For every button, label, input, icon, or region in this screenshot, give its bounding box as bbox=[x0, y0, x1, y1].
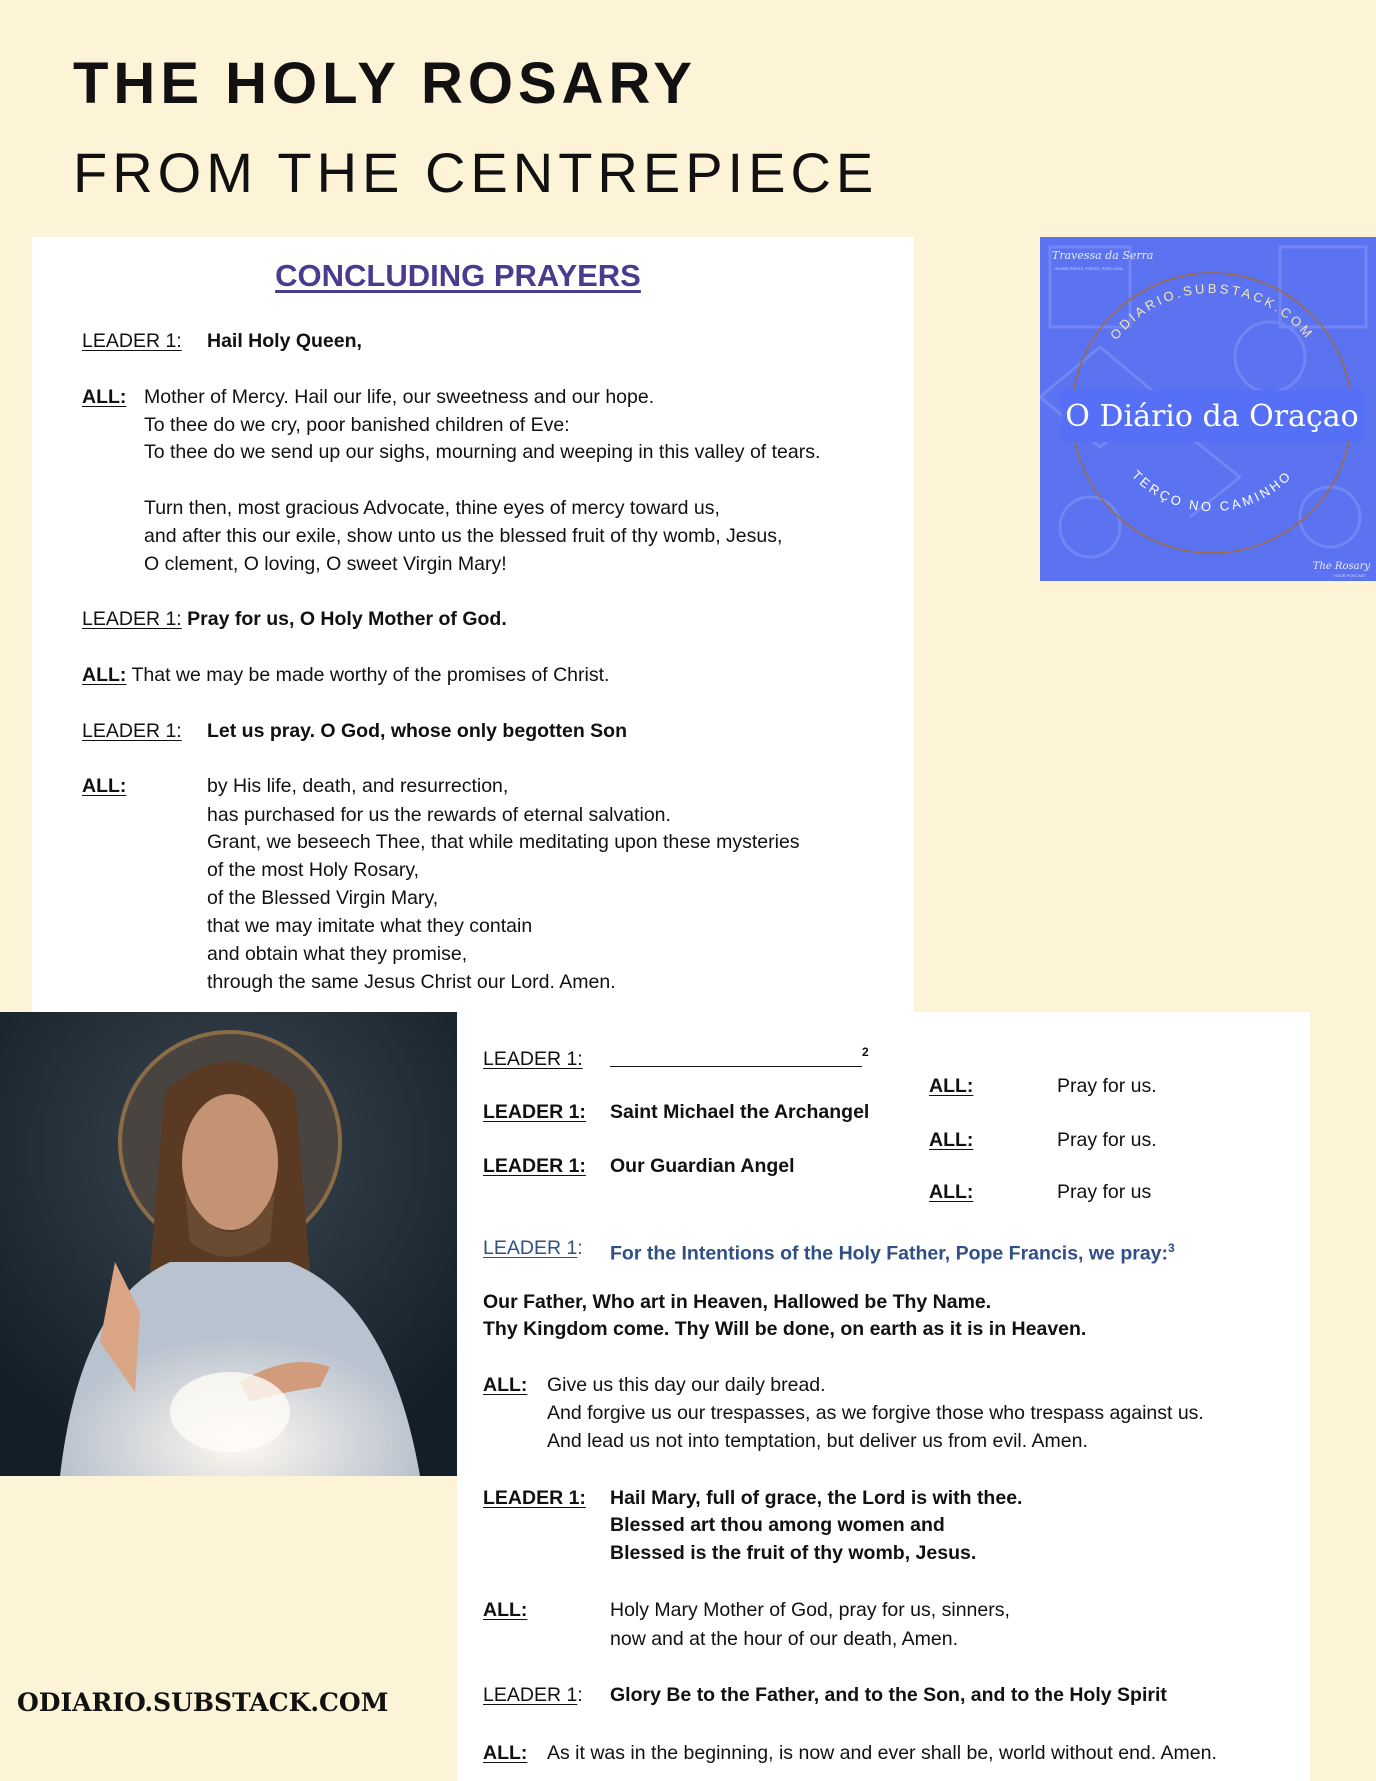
prayer-line: Turn then, most gracious Advocate, thine eyes of mercy toward us, bbox=[144, 497, 720, 519]
leader-label: LEADER 1: bbox=[82, 608, 182, 630]
prayer-line: Our Guardian Angel bbox=[610, 1155, 795, 1177]
footnote-marker: 2 bbox=[862, 1045, 869, 1059]
svg-text:HOUSE-PRESS, PORTO, PORTUGAL: HOUSE-PRESS, PORTO, PORTUGAL bbox=[1054, 266, 1124, 271]
prayer-line: of the Blessed Virgin Mary, bbox=[207, 887, 439, 909]
prayer-line: To thee do we send up our sighs, mourning and weeping in this valley of tears. bbox=[144, 441, 821, 463]
prayer-line: Holy Mary Mother of God, pray for us, sinners, bbox=[610, 1599, 1010, 1621]
prayer-line: and after this our exile, show unto us the blessed fruit of thy womb, Jesus, bbox=[144, 525, 783, 547]
prayer-line: of the most Holy Rosary, bbox=[207, 859, 420, 881]
all-label: ALL: bbox=[483, 1599, 528, 1621]
prayer-line: Hail Holy Queen, bbox=[207, 330, 362, 352]
section-heading: CONCLUDING PRAYERS bbox=[275, 258, 641, 293]
prayer-line: Blessed is the fruit of thy womb, Jesus. bbox=[610, 1542, 977, 1564]
prayer-line: Thy Kingdom come. Thy Will be done, on earth as it is in Heaven. bbox=[483, 1318, 1087, 1340]
prayer-line: through the same Jesus Christ our Lord. Amen. bbox=[207, 971, 616, 993]
footnote-marker: 3 bbox=[1168, 1241, 1175, 1255]
page-title: THE HOLY ROSARY bbox=[73, 51, 697, 116]
prayer-line: Grant, we beseech Thee, that while meditating upon these mysteries bbox=[207, 831, 800, 853]
prayer-line: Hail Mary, full of grace, the Lord is with thee. bbox=[610, 1487, 1023, 1509]
all-label: ALL: bbox=[82, 386, 127, 408]
svg-text:TERÇO NO CAMINHO: TERÇO NO CAMINHO bbox=[1128, 467, 1296, 515]
prayer-line: That we may be made worthy of the promises of Christ. bbox=[131, 664, 610, 686]
leader-label: LEADER 1: bbox=[483, 1048, 583, 1070]
prayer-line: Saint Michael the Archangel bbox=[610, 1101, 870, 1123]
leader-label: LEADER 1: bbox=[483, 1155, 586, 1177]
response: Pray for us bbox=[1057, 1181, 1152, 1203]
svg-text:HOUR PODCAST: HOUR PODCAST bbox=[1333, 573, 1366, 578]
leader-label: LEADER 1: bbox=[82, 720, 182, 742]
leader-label: LEADER 1: bbox=[483, 1101, 586, 1123]
intentions-line: For the Intentions of the Holy Father, Pope Francis, we pray: bbox=[610, 1242, 1168, 1265]
leader-label: LEADER 1 bbox=[483, 1237, 578, 1259]
prayer-line: Let us pray. O God, whose only begotten Son bbox=[207, 720, 628, 742]
prayer-line: that we may imitate what they contain bbox=[207, 915, 533, 937]
prayer-line: now and at the hour of our death, Amen. bbox=[610, 1628, 958, 1650]
prayer-line: and obtain what they promise, bbox=[207, 943, 468, 965]
prayer-line: Give us this day our daily bread. bbox=[547, 1374, 826, 1396]
leader-label: LEADER 1: bbox=[483, 1487, 586, 1509]
divine-mercy-image bbox=[0, 1012, 457, 1476]
logo-text: Travessa da Serra bbox=[1052, 249, 1154, 262]
leader-label: LEADER 1 bbox=[483, 1684, 578, 1706]
prayer-line: And forgive us our trespasses, as we forgive those who trespass against us. bbox=[547, 1402, 1204, 1424]
all-label: ALL: bbox=[483, 1374, 528, 1396]
prayer-line: And lead us not into temptation, but deliver us from evil. Amen. bbox=[547, 1430, 1088, 1452]
all-label: ALL: bbox=[82, 664, 127, 686]
odiario-logo bbox=[1040, 237, 1376, 581]
name-blank bbox=[610, 1047, 862, 1067]
prayer-line: by His life, death, and resurrection, bbox=[207, 775, 509, 797]
prayer-line: To thee do we cry, poor banished children of Eve: bbox=[144, 414, 570, 436]
prayer-line: has purchased for us the rewards of eternal salvation. bbox=[207, 804, 671, 826]
response: Pray for us. bbox=[1057, 1075, 1157, 1097]
page-subtitle: FROM THE CENTREPIECE bbox=[73, 141, 879, 204]
prayer-line: O clement, O loving, O sweet Virgin Mary! bbox=[144, 553, 507, 575]
all-label: ALL: bbox=[929, 1181, 974, 1203]
all-label: ALL: bbox=[929, 1129, 974, 1151]
response: Pray for us. bbox=[1057, 1129, 1157, 1151]
svg-text:The Rosary: The Rosary bbox=[1312, 561, 1370, 572]
all-label: ALL: bbox=[929, 1075, 974, 1097]
prayer-line: Blessed art thou among women and bbox=[610, 1514, 945, 1536]
footer-website: ODIARIO.SUBSTACK.COM bbox=[17, 1688, 389, 1717]
logo-banner-text: O Diário da Oraçao bbox=[1065, 399, 1359, 434]
prayer-line: Mother of Mercy. Hail our life, our sweetness and our hope. bbox=[144, 386, 655, 408]
leader-label: LEADER 1: bbox=[82, 330, 182, 352]
prayer-line: As it was in the beginning, is now and ever shall be, world without end. Amen. bbox=[547, 1742, 1217, 1764]
all-label: ALL: bbox=[483, 1742, 528, 1764]
prayer-line: Our Father, Who art in Heaven, Hallowed be Thy Name. bbox=[483, 1291, 992, 1313]
all-label: ALL: bbox=[82, 775, 127, 797]
svg-text:ODIARIO.SUBSTACK.COM: ODIARIO.SUBSTACK.COM bbox=[1106, 280, 1318, 343]
prayer-line: Pray for us, O Holy Mother of God. bbox=[187, 608, 507, 630]
prayer-line: Glory Be to the Father, and to the Son, and to the Holy Spirit bbox=[610, 1684, 1167, 1706]
